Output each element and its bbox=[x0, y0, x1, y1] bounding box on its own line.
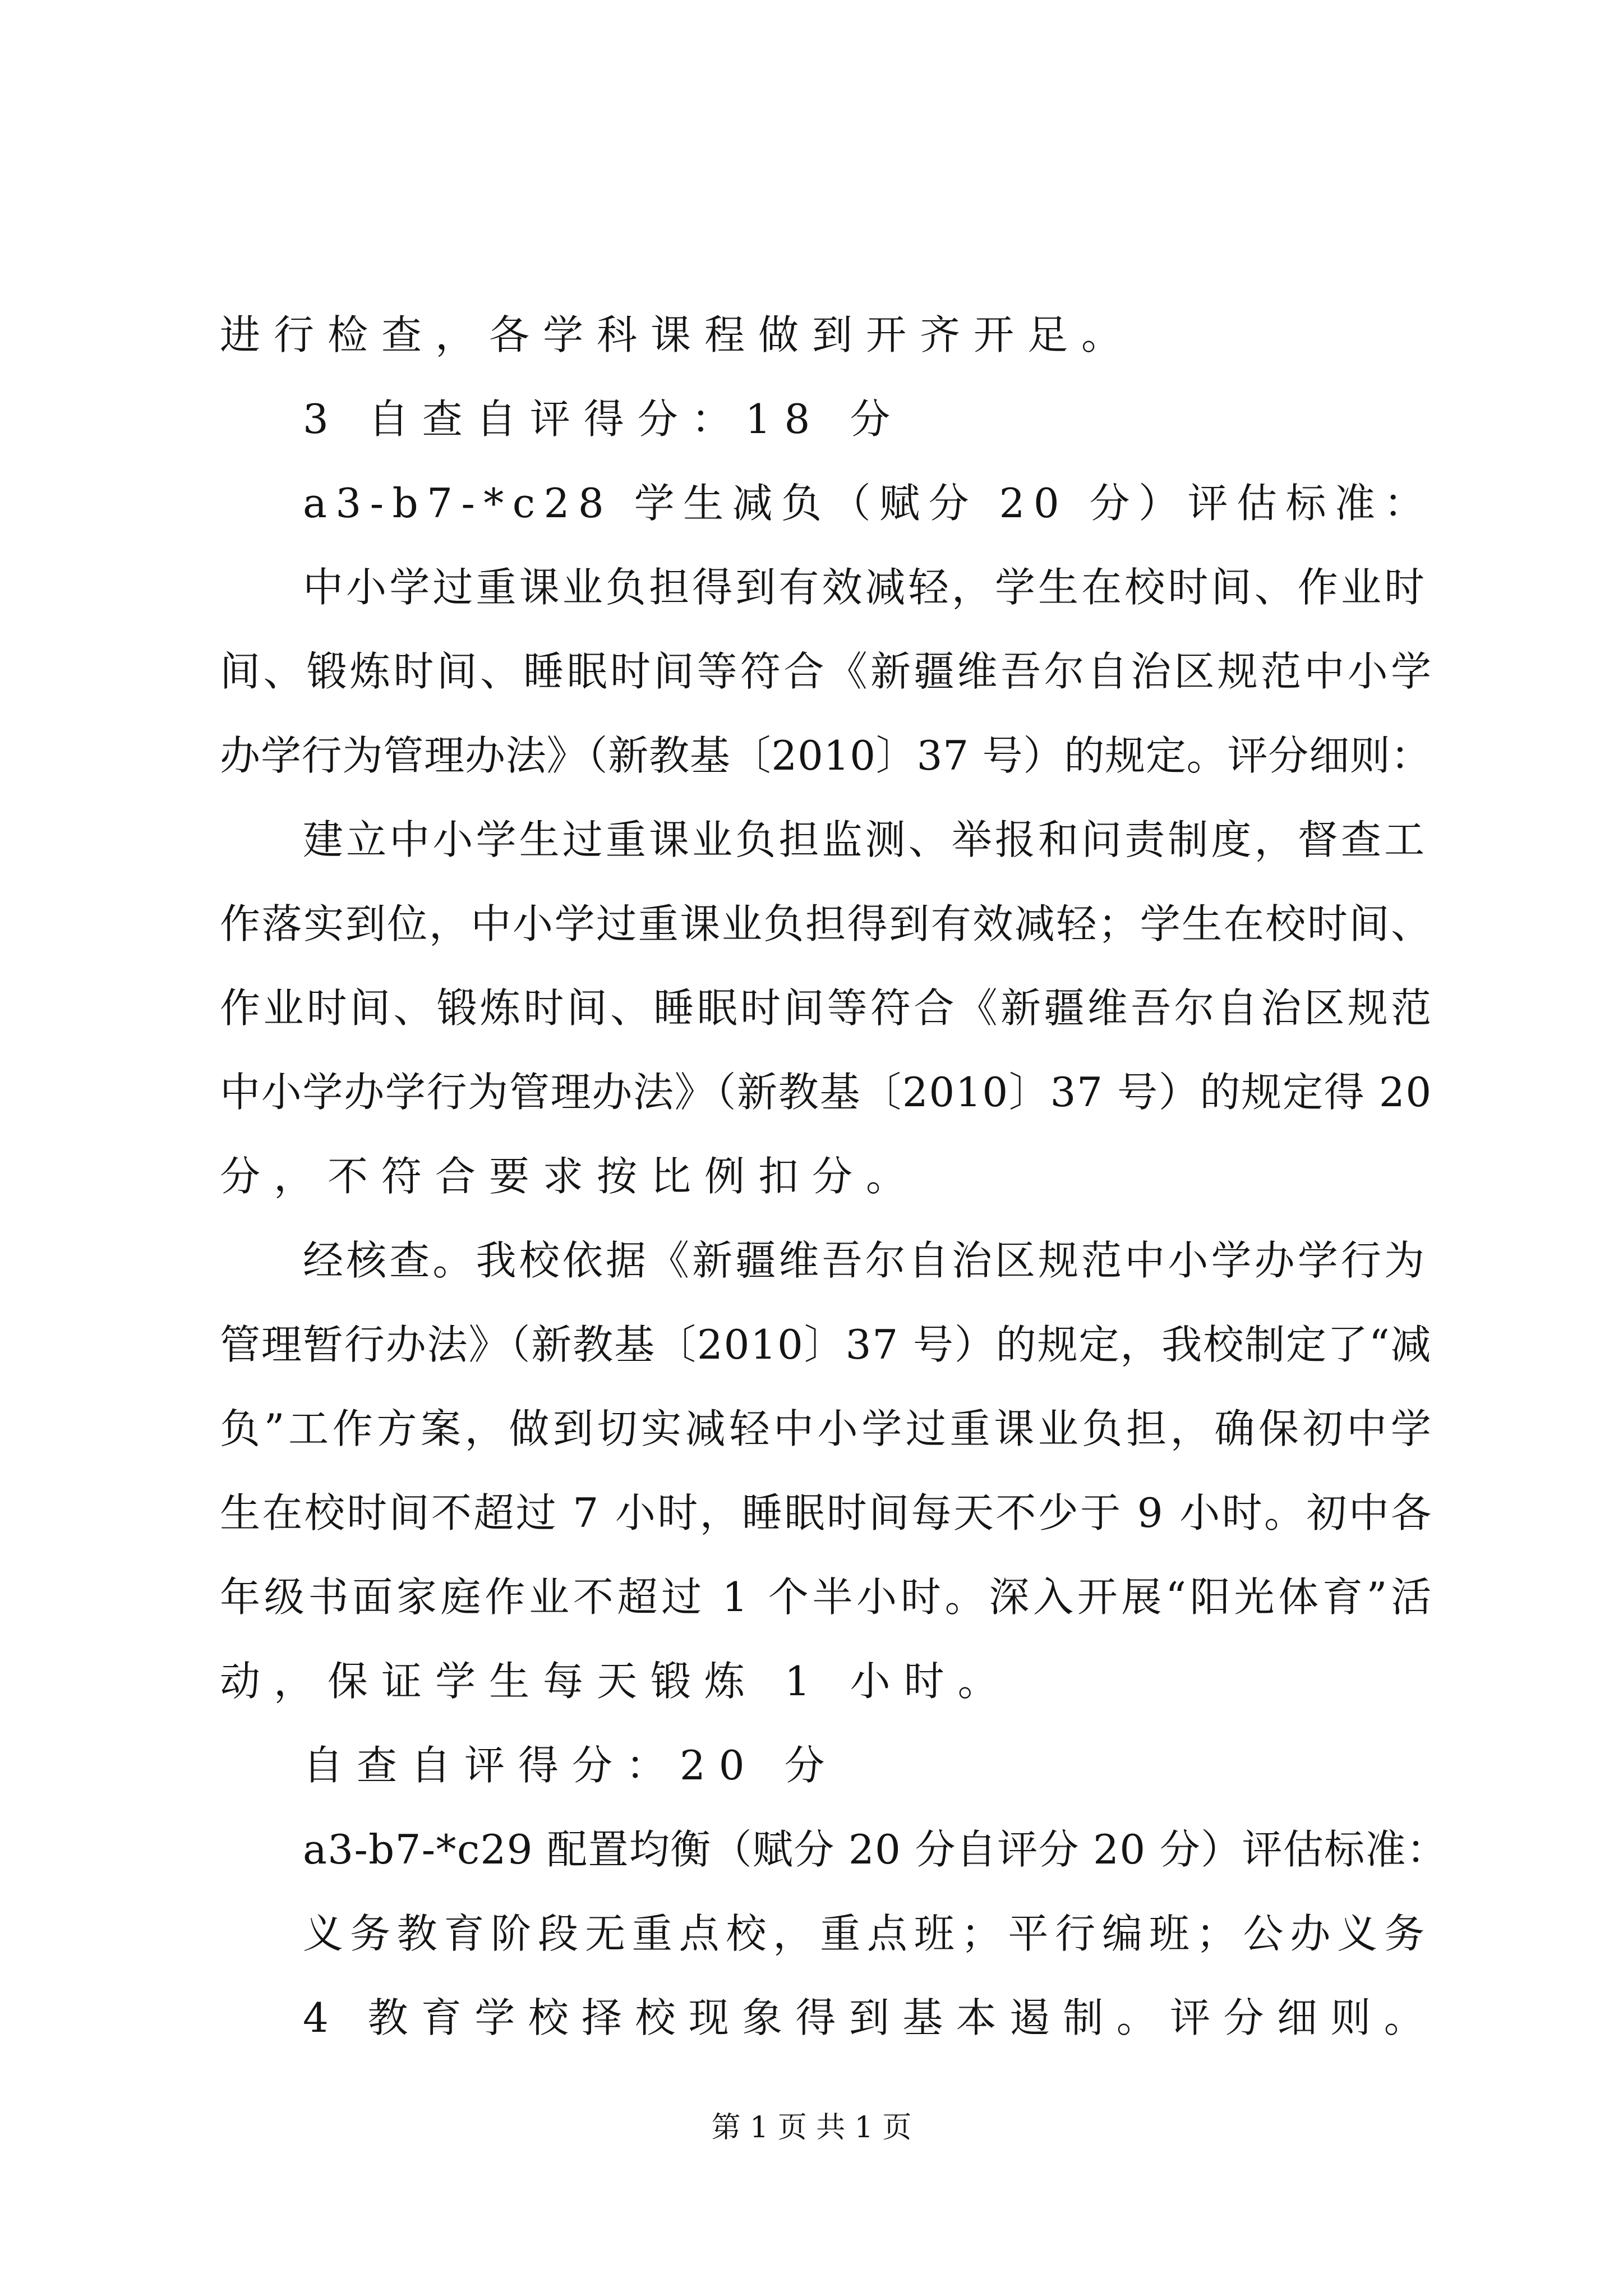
text-line: 分，不符合要求按比例扣分。 bbox=[220, 1153, 920, 1200]
text-line: 办学行为管理办法》（新教基〔2010〕37 号）的规定。评分细则： bbox=[220, 732, 1432, 779]
text-line: 作落实到位，中小学过重课业负担得到有效减轻；学生在校时间、 bbox=[220, 900, 1433, 947]
text-line: 4 教育学校择校现象得到基本遏制。评分细则。 bbox=[303, 1994, 1438, 2041]
text-line: a3-b7-*c28 学生减负（赋分 20 分）评估标准： bbox=[303, 480, 1433, 527]
text-line: 自查自评得分：20 分 bbox=[303, 1742, 838, 1789]
text-line: 年级书面家庭作业不超过 1 个半小时。深入开展“阳光体育”活 bbox=[220, 1573, 1435, 1621]
text-line: a3-b7-*c29 配置均衡（赋分 20 分自评分 20 分）评估标准： bbox=[303, 1826, 1448, 1873]
text-line: 经核查。我校依据《新疆维吾尔自治区规范中小学办学行为 bbox=[303, 1237, 1428, 1284]
text-line: 动，保证学生每天锻炼 1 小时。 bbox=[220, 1658, 1012, 1705]
text-line: 3 自查自评得分：18 分 bbox=[303, 395, 904, 443]
text-line: 管理暂行办法》（新教基〔2010〕37 号）的规定，我校制定了“减 bbox=[220, 1321, 1432, 1368]
text-line: 作业时间、锻炼时间、睡眠时间等符合《新疆维吾尔自治区规范 bbox=[220, 984, 1435, 1032]
text-line: 间、锻炼时间、睡眠时间等符合《新疆维吾尔自治区规范中小学 bbox=[220, 648, 1435, 695]
text-line: 中小学过重课业负担得到有效减轻，学生在校时间、作业时 bbox=[303, 564, 1428, 611]
page-number-footer: 第 1 页 共 1 页 bbox=[711, 2111, 912, 2145]
text-line: 进行检查，各学科课程做到开齐开足。 bbox=[220, 311, 1136, 358]
text-line: 生在校时间不超过 7 小时，睡眠时间每天不少于 9 小时。初中各 bbox=[220, 1489, 1433, 1536]
text-line: 负”工作方案，做到切实减轻中小学过重课业负担，确保初中学 bbox=[220, 1405, 1435, 1452]
text-line: 义务教育阶段无重点校，重点班；平行编班；公办义务 bbox=[303, 1910, 1431, 1957]
text-line: 中小学办学行为管理办法》（新教基〔2010〕37 号）的规定得 20 bbox=[220, 1069, 1432, 1116]
text-line: 建立中小学生过重课业负担监测、举报和问责制度，督查工 bbox=[303, 816, 1428, 863]
